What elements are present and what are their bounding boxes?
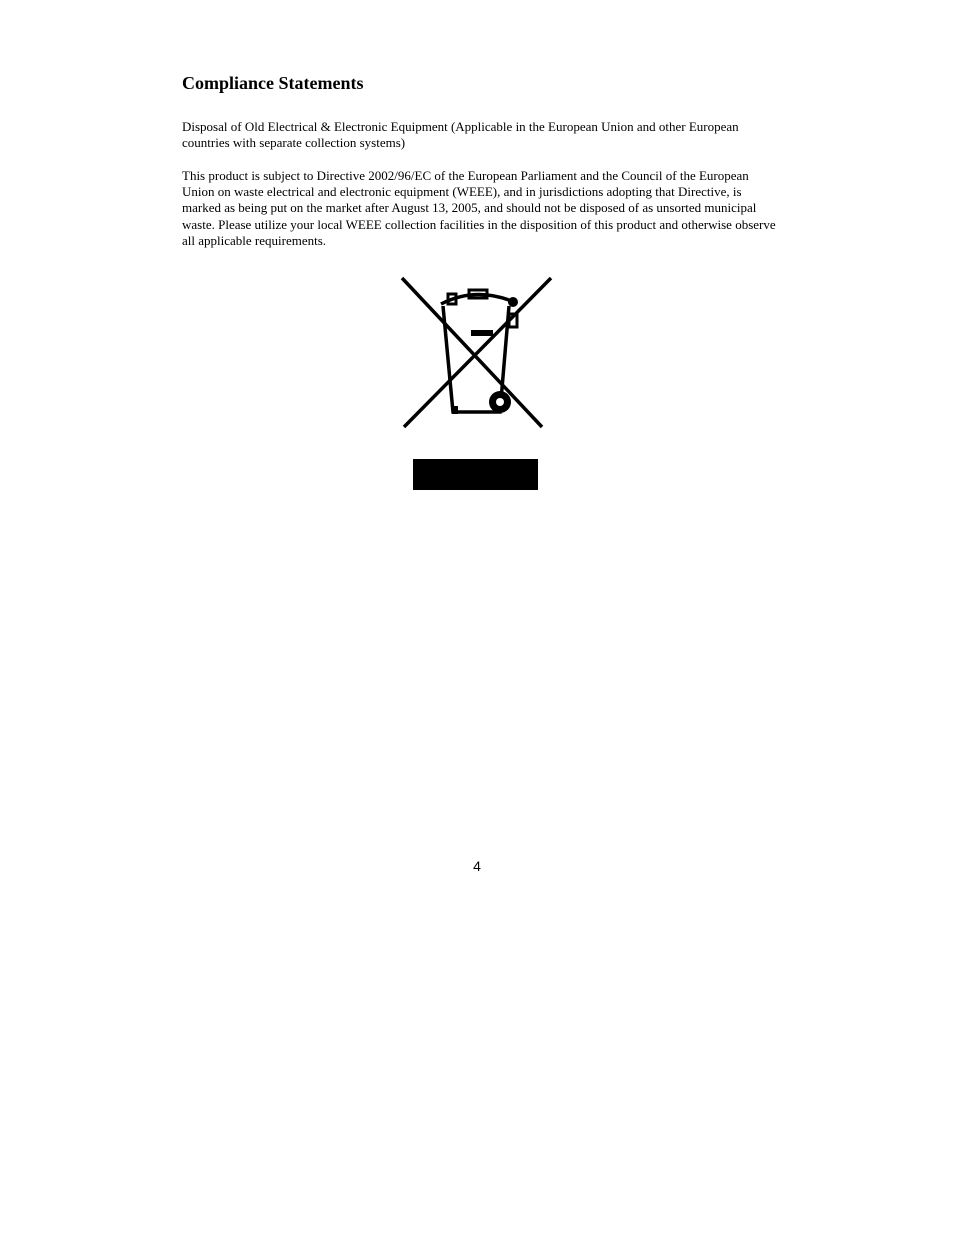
disposal-title-paragraph: Disposal of Old Electrical & Electronic Equipment (Applicable in the European Union and other European countries with separate collection systems) [182,119,739,151]
weee-date-bar [413,459,538,490]
weee-symbol [396,270,558,434]
weee-directive-paragraph: This product is subject to Directive 2002/96/EC of the European Parliament and the Council of the European Union on waste electrical and electronic equipment (WEEE), and in jurisdictions adopting that Directive, is marked as being put on the market after August 13, 2005, and should not be disposed of as unsorted municipal waste. Please utilize your local WEEE collection facilities in the disposition of this product and otherwise observe all applicable requirements. [182,168,776,248]
page-number: 4 [473,858,481,874]
page-title: Compliance Statements [182,73,364,93]
weee-crossed-out-wheelie-bin-icon [396,270,558,434]
